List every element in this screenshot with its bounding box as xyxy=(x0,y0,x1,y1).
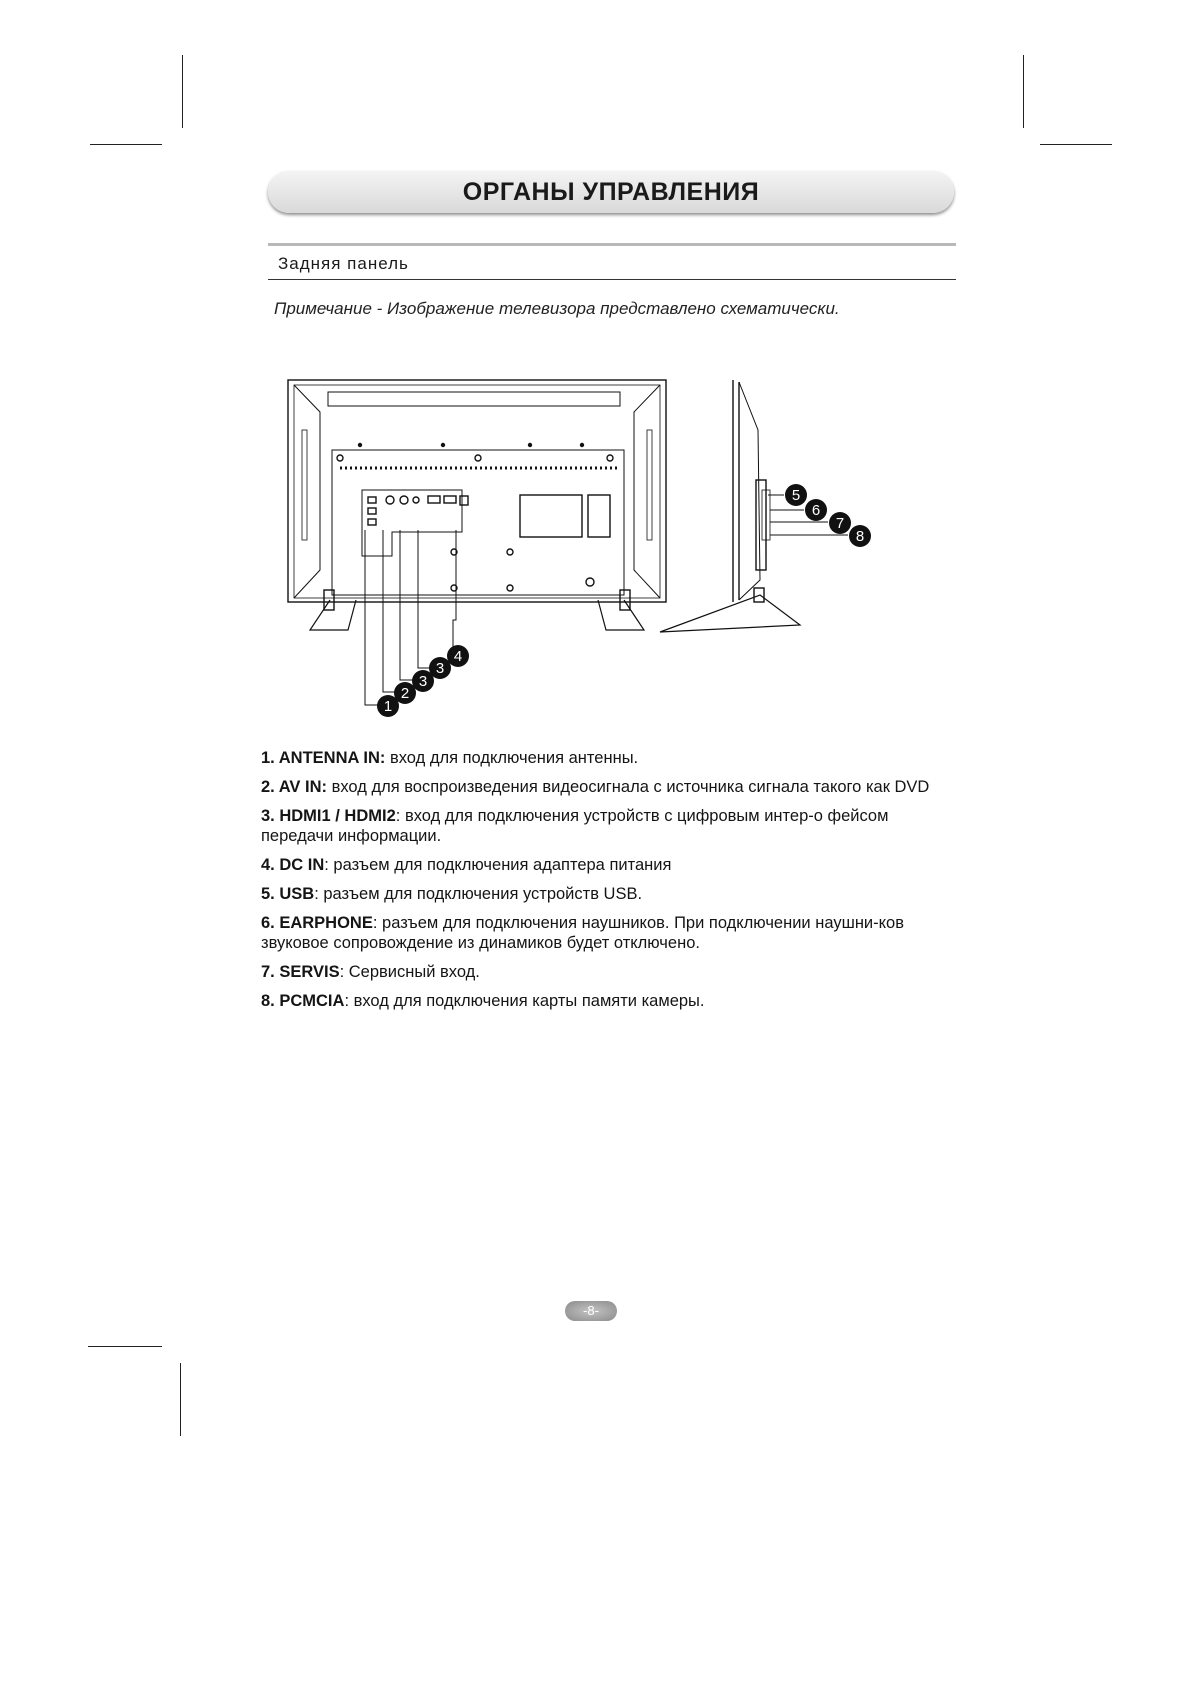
item-text: вход для подключения антенны. xyxy=(385,749,639,767)
section-divider-top xyxy=(268,243,956,246)
crop-mark xyxy=(1023,55,1024,128)
item-label: 6. EARPHONE xyxy=(261,914,373,932)
callout-label: 3 xyxy=(435,660,445,677)
list-item xyxy=(261,962,961,982)
section-title: Задняя панель xyxy=(278,254,409,273)
item-label: 1. ANTENNA IN: xyxy=(261,749,386,767)
crop-mark xyxy=(180,1363,181,1436)
callout-label: 4 xyxy=(453,648,463,665)
section-divider-bottom xyxy=(268,279,956,280)
item-text: вход для воспроизведения видеосигнала с источника сигнала такого как DVD xyxy=(327,778,930,796)
list-item xyxy=(261,884,961,904)
tv-rear-view xyxy=(288,380,666,630)
item-label: 7. SERVIS xyxy=(261,963,340,981)
item-label: 4. DC IN xyxy=(261,856,325,874)
item-text: : вход для подключения карты памяти камеры. xyxy=(344,992,705,1010)
item-text: : разъем для подключения устройств USB. xyxy=(314,885,643,903)
page-title-bar xyxy=(268,171,954,213)
callout-label: 7 xyxy=(835,515,845,532)
note: Примечание - Изображение телевизора представлено схематически. xyxy=(274,299,840,318)
tv-rear-panel-diagram xyxy=(280,370,920,730)
item-text: : вход для подключения устройств с цифровым интер-о фейсом передачи информации. xyxy=(261,807,889,845)
item-label: 2. AV IN: xyxy=(261,778,328,796)
item-text: : разъем для подключения адаптера питания xyxy=(324,856,672,874)
item-label: 5. USB xyxy=(261,885,315,903)
page-number: -8- xyxy=(565,1301,617,1321)
callout-label: 1 xyxy=(383,698,393,715)
callout-label: 8 xyxy=(855,528,865,545)
crop-mark xyxy=(90,144,162,145)
crop-mark xyxy=(1040,144,1112,145)
list-item xyxy=(261,806,961,846)
list-item xyxy=(261,748,961,768)
item-text: : Сервисный вход. xyxy=(339,963,480,981)
list-item xyxy=(261,913,961,953)
crop-mark xyxy=(88,1346,162,1347)
item-text: : разъем для подключения наушников. При подключении наушни-ков звуковое сопровождение из динамиков будет отключено. xyxy=(261,914,904,952)
callout-label: 6 xyxy=(811,502,821,519)
crop-mark xyxy=(182,55,183,128)
port-description-list xyxy=(261,748,961,1020)
list-item xyxy=(261,991,961,1011)
page-title: ОРГАНЫ УПРАВЛЕНИЯ xyxy=(462,177,760,206)
callout-label: 3 xyxy=(418,673,428,690)
callout-label: 2 xyxy=(400,685,410,702)
callout-label: 5 xyxy=(791,487,801,504)
list-item xyxy=(261,855,961,875)
tv-side-view xyxy=(660,380,800,632)
item-label: 3. HDMI1 / HDMI2 xyxy=(261,807,396,825)
item-label: 8. PCMCIA xyxy=(261,992,345,1010)
list-item xyxy=(261,777,961,797)
